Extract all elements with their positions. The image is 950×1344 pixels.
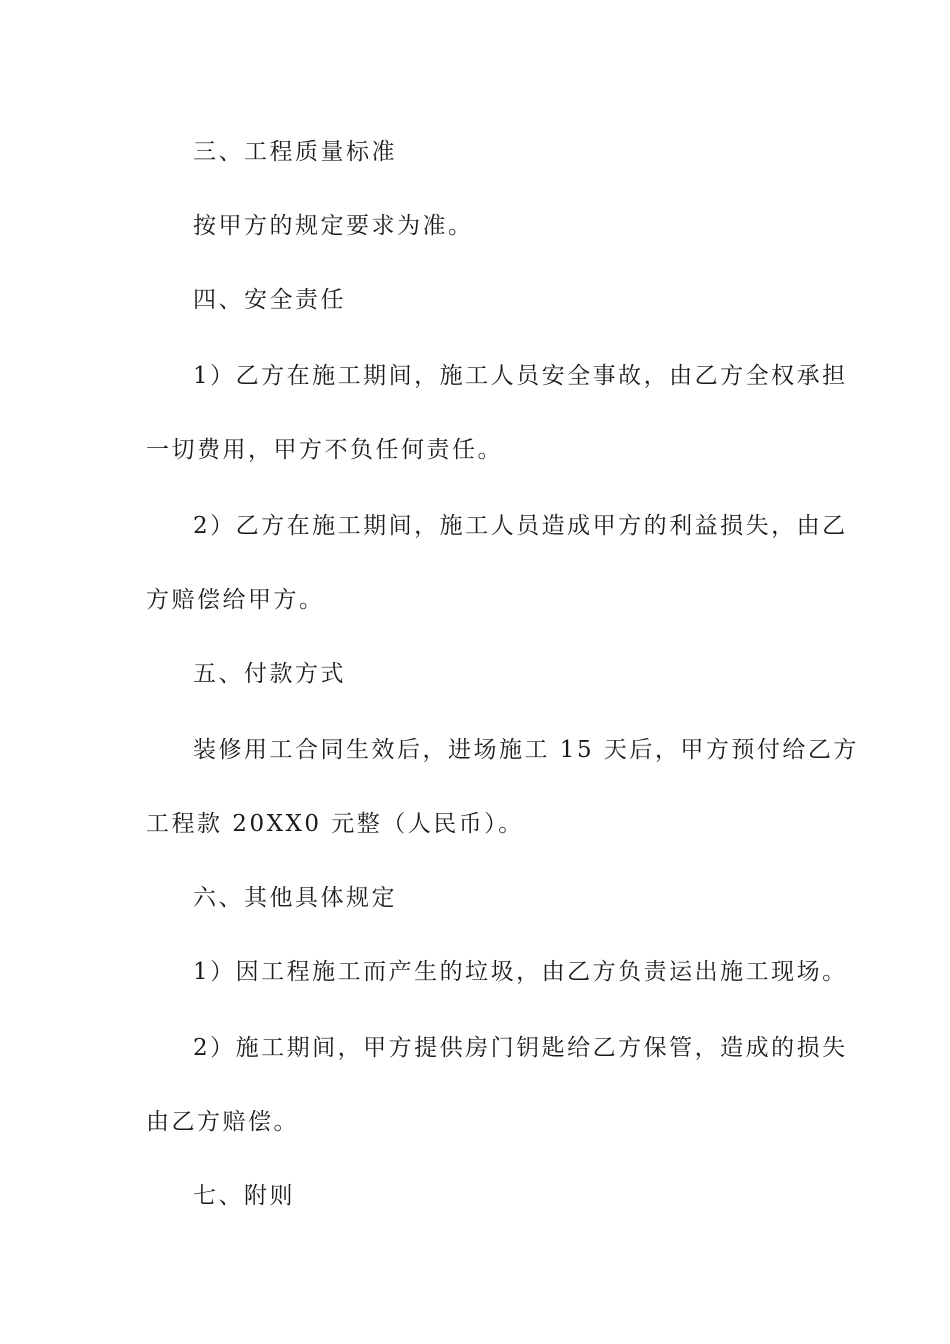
section-heading-supplementary: 七、附则 (193, 1183, 295, 1209)
paragraph-payment-line-2: 工程款 20XX0 元整（人民币）。 (146, 811, 524, 837)
paragraph-safety-2-line-2: 方赔偿给甲方。 (146, 587, 325, 613)
paragraph-safety-1-line-2: 一切费用，甲方不负任何责任。 (146, 437, 503, 463)
paragraph-other-rules-2-line-2: 由乙方赔偿。 (146, 1109, 299, 1135)
section-heading-other-rules: 六、其他具体规定 (193, 885, 397, 911)
paragraph-safety-2-line-1: 2）乙方在施工期间，施工人员造成甲方的利益损失，由乙 (193, 513, 848, 539)
paragraph-other-rules-1: 1）因工程施工而产生的垃圾，由乙方负责运出施工现场。 (193, 959, 848, 985)
paragraph-payment-line-1: 装修用工合同生效后，进场施工 15 天后，甲方预付给乙方 (193, 737, 859, 763)
section-heading-payment: 五、付款方式 (193, 661, 346, 687)
section-heading-safety: 四、安全责任 (193, 287, 346, 313)
section-heading-quality-standard: 三、工程质量标准 (193, 139, 397, 165)
paragraph-other-rules-2-line-1: 2）施工期间，甲方提供房门钥匙给乙方保管，造成的损失 (193, 1035, 848, 1061)
paragraph-safety-1-line-1: 1）乙方在施工期间，施工人员安全事故，由乙方全权承担 (193, 363, 848, 389)
paragraph-quality-standard: 按甲方的规定要求为准。 (193, 213, 474, 239)
